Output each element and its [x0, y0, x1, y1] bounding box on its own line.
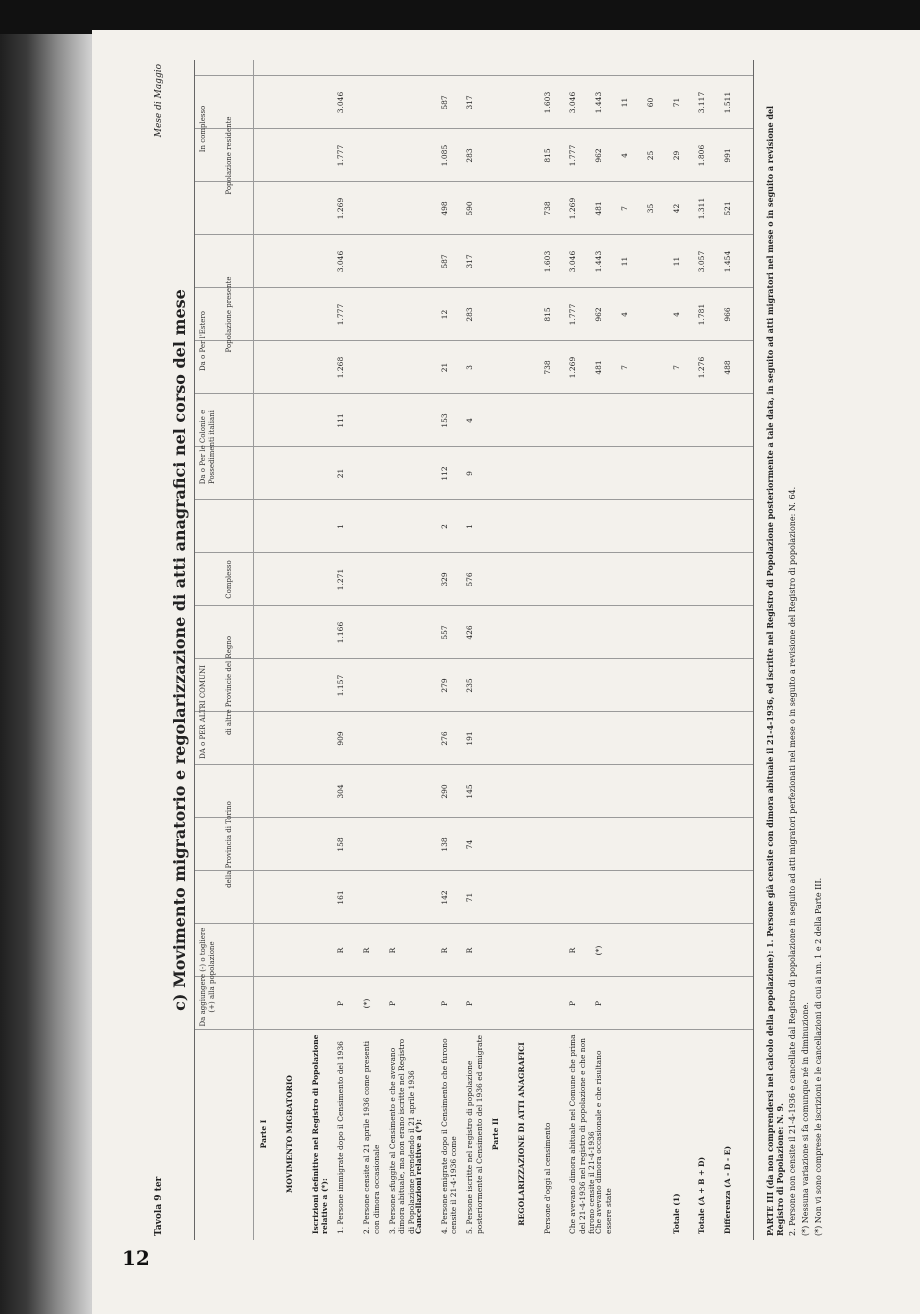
table-cell: 317 — [465, 254, 475, 269]
row-label: Totale (A + B + D) — [697, 1156, 707, 1234]
column-divider — [195, 234, 753, 235]
table-cell: 738 — [542, 201, 552, 216]
table-cell: 283 — [465, 148, 475, 163]
table-cell: 9 — [465, 471, 475, 476]
column-divider — [195, 393, 753, 394]
table-cell: 1.166 — [336, 621, 346, 644]
column-divider — [195, 340, 753, 341]
data-table — [194, 60, 754, 1240]
table-cell: 29 — [671, 150, 681, 161]
table-cell: 590 — [465, 201, 475, 216]
table-cell: 1.777 — [336, 144, 346, 167]
table-cell: 317 — [465, 95, 475, 110]
table-cell: (*) — [594, 945, 604, 956]
table-cell: 962 — [594, 148, 604, 163]
column-divider — [195, 287, 753, 288]
table-cell: 3.046 — [568, 91, 578, 114]
rotated-table-page — [150, 60, 860, 1240]
table-cell: 4 — [465, 418, 475, 423]
table-cell: P — [594, 1000, 604, 1007]
table-cell: 488 — [723, 360, 733, 375]
column-header: Da aggiungere (-) o togliere (+) alla popolazione — [199, 927, 216, 1027]
table-cell: 4 — [671, 312, 681, 317]
table-cell: 329 — [439, 572, 449, 587]
scan-top-border — [0, 0, 920, 34]
table-cell: 71 — [465, 892, 475, 903]
table-cell: 1.806 — [697, 144, 707, 167]
table-cell: 74 — [465, 839, 475, 850]
table-cell: 1 — [465, 524, 475, 529]
table-cell: 191 — [465, 731, 475, 746]
table-cell: 1.443 — [594, 250, 604, 273]
table-cell: 3 — [465, 365, 475, 370]
table-cell: 11 — [620, 256, 630, 267]
month-label: Mese di Maggio — [154, 64, 164, 138]
table-cell: 153 — [439, 413, 449, 428]
table-cell: (*) — [362, 998, 372, 1009]
footer-line-2: 2. Persone non censite il 21-4-1936 e cancellate dal Registro di popolazione in seguito ad atti migratori perfezionati nel mese o in seguito a revisione del Registro di popolazione: N. 64. — [788, 486, 797, 1236]
row-label: 4. Persone emigrate dopo il Censimento che furono censite il 21-4-1936 come — [439, 1038, 458, 1234]
column-header: Da o Per l'Estero — [199, 311, 207, 371]
header-separator — [253, 60, 254, 1240]
column-divider — [195, 870, 753, 871]
table-cell: 71 — [671, 97, 681, 108]
table-cell: 304 — [336, 784, 346, 799]
table-cell: 1.269 — [568, 356, 578, 379]
table-cell: R — [439, 947, 449, 954]
table-cell: 3.057 — [697, 250, 707, 273]
table-cell: 966 — [723, 307, 733, 322]
row-label: Iscrizioni definitive nel Registro di Popolazione relative a (*): — [310, 1034, 329, 1234]
table-cell: 142 — [439, 890, 449, 905]
table-cell: 21 — [439, 362, 449, 373]
row-label: Totale (1) — [671, 1193, 681, 1234]
table-cell: 991 — [723, 148, 733, 163]
column-divider — [195, 605, 753, 606]
row-label: Che avevano dimora occasionale e che risultano essere state — [594, 1050, 613, 1234]
table-cell: 1.157 — [336, 674, 346, 697]
row-label: 3. Persone sfuggite al Censimento e che avevano dimora abituale, ma non erano iscritte nel Registro di Popolazione prendendo il 21 aprile 1936 — [387, 1038, 416, 1234]
column-subheader: Popolazione presente — [225, 276, 233, 353]
table-cell: P — [387, 1000, 397, 1007]
column-divider — [195, 128, 753, 129]
table-cell: P — [568, 1000, 578, 1007]
table-cell: 3.046 — [336, 91, 346, 114]
table-cell: 60 — [645, 97, 655, 108]
footnotes — [765, 66, 827, 1236]
table-cell: 815 — [542, 148, 552, 163]
table-cell: R — [362, 947, 372, 954]
table-cell: 111 — [336, 413, 346, 428]
table-cell: 1.268 — [336, 356, 346, 379]
row-label: REGOLARIZZAZIONE DI ATTI ANAGRAFICI — [516, 1042, 526, 1226]
footer-note-1: (*) Nessuna variazione si fa comunque né in diminuzione. — [801, 1002, 810, 1236]
table-cell: 11 — [671, 256, 681, 267]
table-cell: 1.781 — [697, 303, 707, 326]
column-subheader: Complesso — [225, 560, 233, 599]
table-cell: 557 — [439, 625, 449, 640]
table-cell: 235 — [465, 678, 475, 693]
table-cell: 11 — [620, 97, 630, 108]
table-cell: 426 — [465, 625, 475, 640]
table-cell: 12 — [439, 309, 449, 320]
table-cell: 7 — [620, 365, 630, 370]
table-cell: 1.777 — [568, 144, 578, 167]
table-cell: 290 — [439, 784, 449, 799]
table-label: Tavola 9 ter — [154, 1176, 164, 1236]
table-cell: 521 — [723, 201, 733, 216]
table-cell: 2 — [439, 524, 449, 529]
column-divider — [195, 817, 753, 818]
table-cell: 1.271 — [336, 568, 346, 591]
table-cell: 112 — [439, 466, 449, 481]
column-divider — [195, 976, 753, 977]
table-cell: 1.777 — [336, 303, 346, 326]
table-cell: 25 — [645, 150, 655, 161]
table-cell: 7 — [620, 206, 630, 211]
table-cell: 481 — [594, 360, 604, 375]
table-cell: 1.269 — [568, 197, 578, 220]
column-subheader: di altre Provincie del Regno — [225, 635, 233, 736]
column-divider — [195, 75, 753, 76]
table-cell: 1.443 — [594, 91, 604, 114]
table-cell: 962 — [594, 307, 604, 322]
table-cell: 4 — [620, 153, 630, 158]
row-label: Persone d'oggi al censimento — [542, 1122, 552, 1234]
table-cell: 738 — [542, 360, 552, 375]
footer-note-2: (*) Non vi sono comprese le iscrizioni e le cancellazioni di cui ai nn. 1 e 2 della Parte III. — [814, 877, 823, 1236]
table-cell: 481 — [594, 201, 604, 216]
row-label: 2. Persone censite al 21 aprile 1936 come presenti con dimora occasionale — [362, 1041, 381, 1234]
table-cell: 815 — [542, 307, 552, 322]
row-label: Che avevano dimora abituale nel Comune che prima del 21-4-1936 nel registro di popolazione e che non furono censite il 21-4-1936 — [568, 1034, 597, 1234]
table-cell: 587 — [439, 95, 449, 110]
table-cell: 576 — [465, 572, 475, 587]
page-number: 12 — [122, 1246, 150, 1270]
column-divider — [195, 181, 753, 182]
table-cell: 3.117 — [697, 91, 707, 114]
table-cell: 1.276 — [697, 356, 707, 379]
column-divider — [195, 446, 753, 447]
column-divider — [195, 552, 753, 553]
table-cell: P — [336, 1000, 346, 1007]
table-cell: 1.511 — [723, 91, 733, 114]
row-label: Parte I — [259, 1119, 268, 1149]
column-subheader: Popolazione residente — [225, 116, 233, 195]
table-cell: 276 — [439, 731, 449, 746]
page-title: c) Movimento migratorio e regolarizzazione di atti anagrafici nel corso del mese — [170, 289, 189, 1011]
table-cell: 279 — [439, 678, 449, 693]
table-cell: 35 — [645, 203, 655, 214]
table-cell: 158 — [336, 837, 346, 852]
table-cell: R — [336, 947, 346, 954]
footer-line-1: PARTE III (da non comprendersi nel calcolo della popolazione): 1. Persone già censite con dimora abituale il 21-4-1936, ed iscritte nel Registro di Popolazione posteriormente a tale data, in seguito ad atti migratori nel mese o in seguito a revisione del Registro di Popolazione: N. 9. — [765, 105, 785, 1236]
row-label: 1. Persone immigrate dopo il Censimento del 1936 — [336, 1041, 346, 1234]
table-cell: 587 — [439, 254, 449, 269]
column-divider — [195, 658, 753, 659]
table-cell: R — [465, 947, 475, 954]
table-cell: 4 — [620, 312, 630, 317]
table-cell: 1.085 — [439, 144, 449, 167]
table-cell: 3.046 — [336, 250, 346, 273]
row-label: Parte II — [491, 1117, 501, 1151]
table-cell: 7 — [671, 365, 681, 370]
table-cell: 1.269 — [336, 197, 346, 220]
column-header: Da o Per le Colonie e Possedimenti italiani — [199, 409, 216, 485]
column-divider — [195, 923, 753, 924]
table-cell: 283 — [465, 307, 475, 322]
table-cell: 1.311 — [697, 197, 707, 220]
column-subheader: della Provincia di Torino — [225, 801, 233, 888]
table-cell: 42 — [671, 203, 681, 214]
table-cell: P — [439, 1000, 449, 1007]
column-divider — [195, 499, 753, 500]
row-label: Differenza (A - D - E) — [723, 1146, 733, 1234]
table-cell: 138 — [439, 837, 449, 852]
column-header: DA o PER ALTRI COMUNI — [199, 665, 207, 759]
table-cell: 1 — [336, 524, 346, 529]
row-label: 5. Persone iscritte nel registro di popolazione posteriormente al Censimento del 1936 ed emigrate — [465, 1034, 484, 1234]
column-divider — [195, 764, 753, 765]
table-cell: 1.603 — [542, 250, 552, 273]
column-divider — [195, 711, 753, 712]
table-cell: 21 — [336, 468, 346, 479]
row-label: MOVIMENTO MIGRATORIO — [284, 1075, 294, 1193]
table-cell: 498 — [439, 201, 449, 216]
table-cell: R — [568, 947, 578, 954]
table-cell: 161 — [336, 890, 346, 905]
column-header: In complesso — [199, 105, 207, 153]
table-cell: 145 — [465, 784, 475, 799]
table-cell: 3.046 — [568, 250, 578, 273]
row-label: Cancellazioni relative a (*): — [413, 1119, 423, 1234]
table-cell: P — [465, 1000, 475, 1007]
table-cell: 909 — [336, 731, 346, 746]
table-cell: 1.603 — [542, 91, 552, 114]
table-cell: 1.454 — [723, 250, 733, 273]
column-divider — [195, 1029, 753, 1030]
table-cell: R — [387, 947, 397, 954]
table-cell: 1.777 — [568, 303, 578, 326]
